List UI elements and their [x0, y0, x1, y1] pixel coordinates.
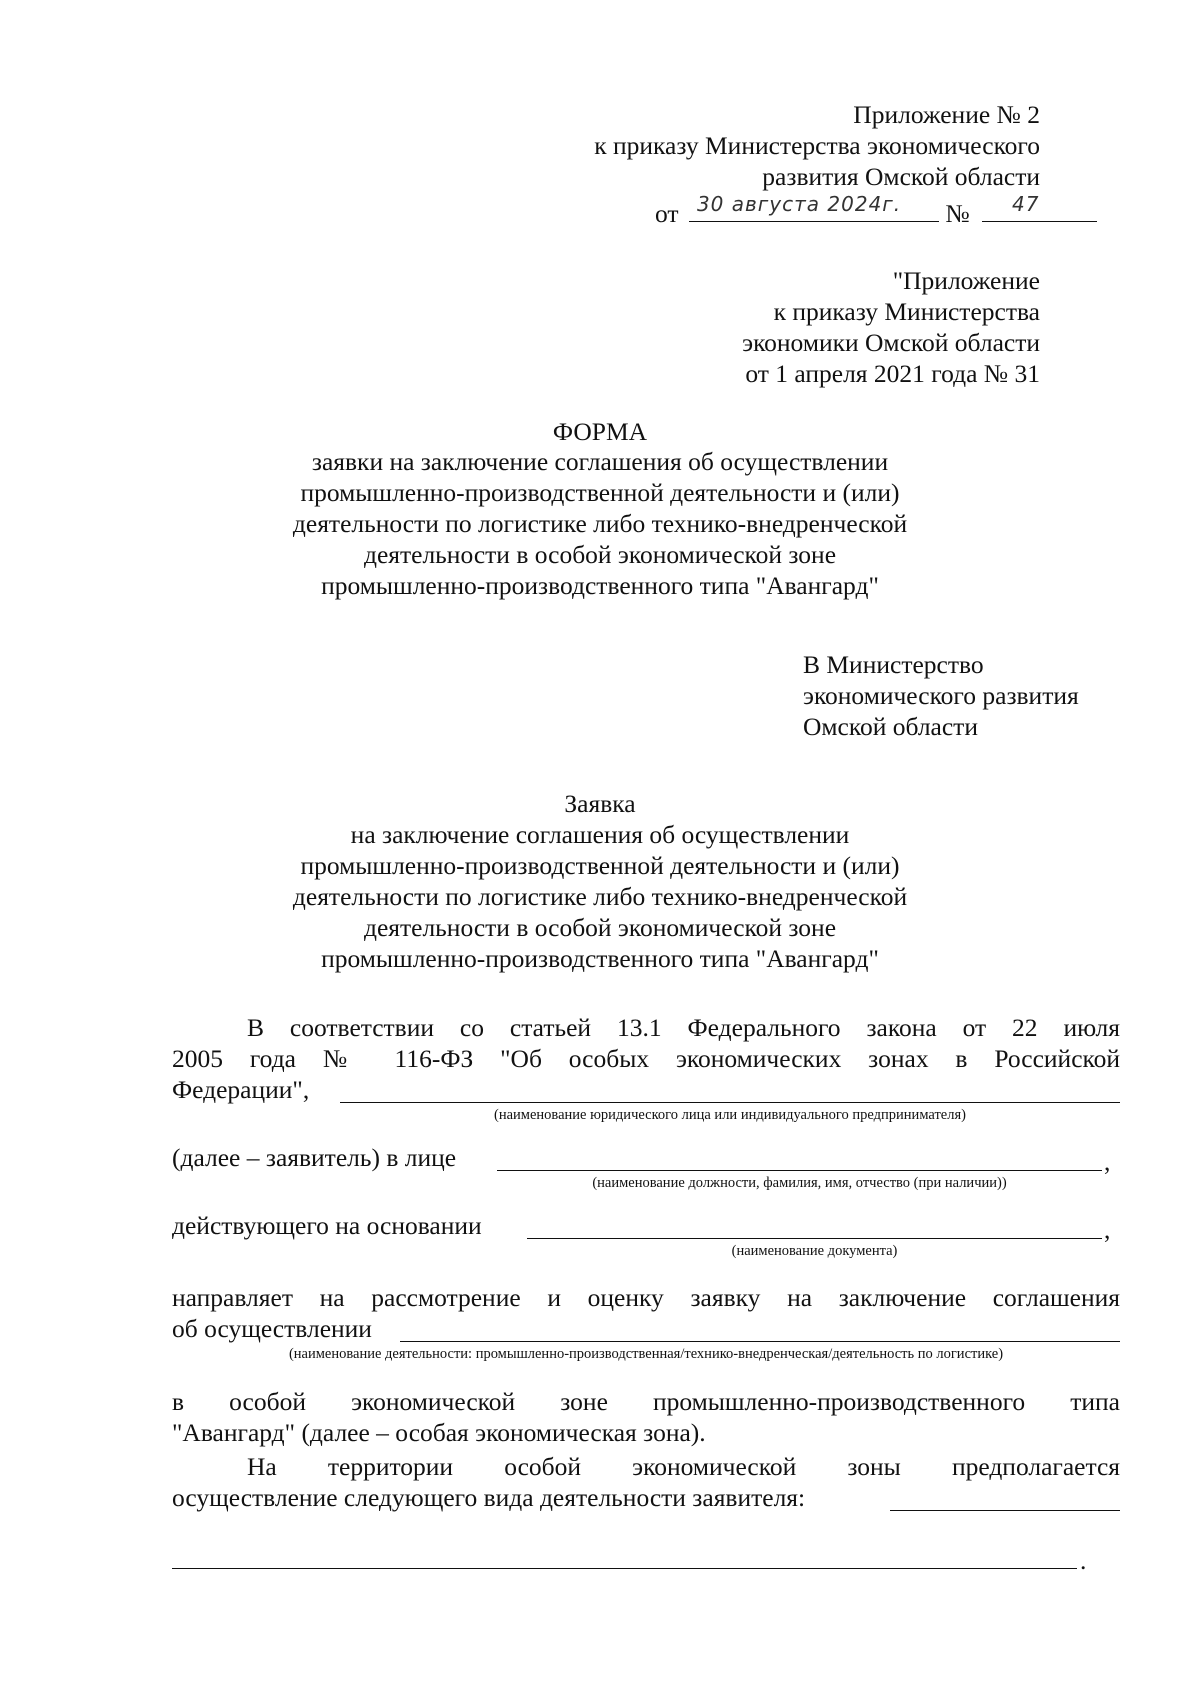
p5-line2: "Авангард" (далее – особая экономическая зона).: [172, 1418, 706, 1447]
p1-line2: 2005 года № 116-ФЗ "Об особых экономических зонах в Российской: [172, 1044, 1120, 1073]
addressee-line2: экономического развития: [803, 681, 1079, 710]
application-heading: Заявка: [564, 789, 636, 818]
form-title-line1: заявки на заключение соглашения об осуществлении: [311, 447, 889, 476]
hint-entity: (наименование юридического лица или индивидуального предпринимателя): [494, 1107, 966, 1123]
handwritten-number: 47: [1012, 192, 1040, 216]
hint-document: (наименование документа): [731, 1243, 898, 1259]
form-title-line2: промышленно-производственной деятельности и (или): [300, 478, 900, 507]
form-title-line4: деятельности в особой экономической зоне: [363, 540, 837, 569]
appendix-line2: к приказу Министерства экономического: [594, 131, 1040, 160]
p1-line3: Федерации",: [172, 1075, 310, 1104]
application-title-line4: деятельности в особой экономической зоне: [363, 913, 837, 942]
appendix-date-number-row: [655, 193, 1045, 229]
addressee-line1: В Министерство: [803, 650, 984, 679]
p6-period: .: [1080, 1546, 1087, 1575]
prior-appendix-line3: экономики Омской области: [742, 328, 1040, 357]
p3-text: действующего на основании: [172, 1211, 482, 1240]
number-label: №: [945, 199, 970, 228]
p5-line1: в особой экономической зоне промышленно-производственного типа: [172, 1387, 1120, 1416]
form-heading: ФОРМА: [552, 417, 648, 446]
hint-person: (наименование должности, фамилия, имя, отчество (при наличии)): [592, 1175, 1007, 1191]
activity-type-field[interactable]: [400, 1341, 1120, 1342]
p2-comma: ,: [1104, 1147, 1111, 1176]
p4-line1: направляет на рассмотрение и оценку заявку на заключение соглашения: [172, 1283, 1120, 1312]
p3-comma: ,: [1104, 1215, 1111, 1244]
date-field: [689, 193, 939, 222]
form-title-line3: деятельности по логистике либо технико-внедренческой: [292, 509, 908, 538]
p2-text: (далее – заявитель) в лице: [172, 1143, 457, 1172]
form-title-line5: промышленно-производственного типа "Авангард": [321, 571, 879, 600]
application-title-line2: промышленно-производственной деятельности и (или): [300, 851, 900, 880]
application-title-line1: на заключение соглашения об осуществлении: [350, 820, 850, 849]
application-title-line3: деятельности по логистике либо технико-внедренческой: [292, 882, 908, 911]
p1-line1: В соответствии со статьей 13.1 Федерального закона от 22 июля: [247, 1013, 1120, 1042]
prior-appendix-line4: от 1 апреля 2021 года № 31: [745, 359, 1040, 388]
entity-name-field[interactable]: [340, 1102, 1120, 1103]
application-title-line5: промышленно-производственного типа "Авангард": [321, 944, 879, 973]
activity-description-field[interactable]: [890, 1510, 1120, 1511]
activity-description-continuation-field[interactable]: [172, 1568, 1077, 1569]
hint-activity: (наименование деятельности: промышленно-производственная/технико-внедренческая/деятельность по логистике): [288, 1346, 1004, 1362]
appendix-line1: Приложение № 2: [853, 100, 1040, 129]
basis-document-field[interactable]: [527, 1238, 1102, 1239]
handwritten-date: 30 августа 2024г.: [696, 192, 902, 216]
addressee-line3: Омской области: [803, 712, 978, 741]
prior-appendix-line2: к приказу Министерства: [773, 297, 1040, 326]
p4-line2: об осуществлении: [172, 1314, 372, 1343]
prior-appendix-line1: "Приложение: [892, 266, 1040, 295]
number-field: [982, 193, 1097, 222]
p6-line1: На территории особой экономической зоны предполагается: [247, 1452, 1120, 1481]
from-label: от: [655, 199, 679, 228]
p6-line2: осуществление следующего вида деятельности заявителя:: [172, 1483, 806, 1512]
appendix-line3: развития Омской области: [762, 162, 1040, 191]
representative-field[interactable]: [497, 1170, 1102, 1171]
